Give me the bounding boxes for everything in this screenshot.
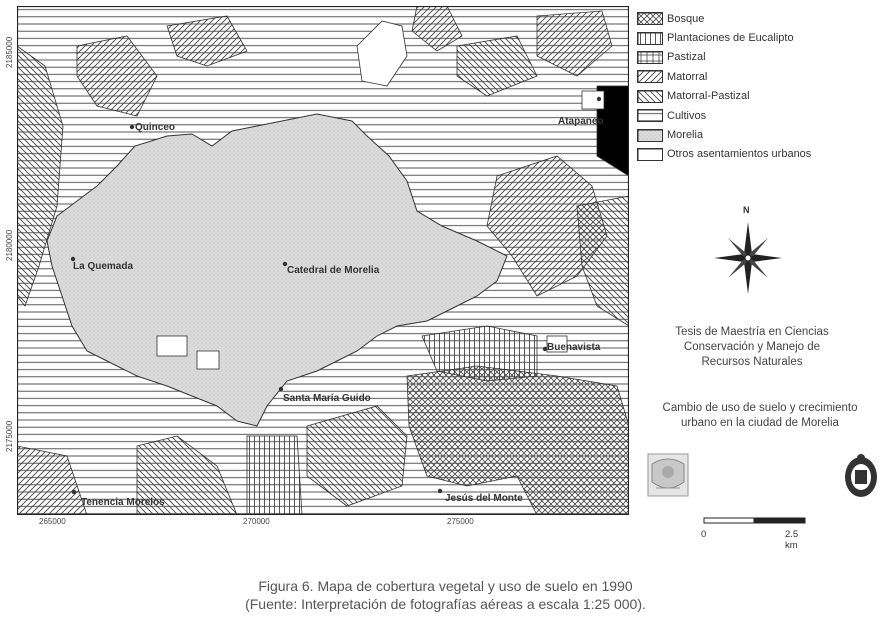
thesis-line: Tesis de Maestría en Ciencias: [675, 326, 829, 338]
eucalipto-swatch: [637, 32, 663, 45]
otros-asentamientos-zone: [157, 336, 187, 356]
legend-item-pastizal: [637, 48, 811, 67]
university-seal-icon: [646, 452, 690, 498]
pastizal-swatch: [637, 51, 663, 64]
scale-end-label: 2.5 km: [785, 529, 799, 551]
legend-item-otros: [637, 145, 811, 164]
thesis-title: [637, 325, 867, 370]
place-label-tenencia: Tenencia Morelos: [81, 497, 165, 508]
legend-label: Matorral: [667, 70, 708, 83]
place-label-buenavista: Buenavista: [547, 342, 601, 353]
land-cover-map[interactable]: [17, 6, 629, 515]
x-coord-label: 270000: [243, 517, 270, 526]
subject-line: Cambio de uso de suelo y crecimiento: [662, 402, 858, 414]
y-coord-label: 2180000: [5, 229, 14, 261]
legend-item-matorral: [637, 67, 811, 86]
thesis-line: Recursos Naturales: [701, 356, 803, 368]
place-marker-buenavista[interactable]: [543, 342, 601, 353]
y-coord-label: 2185000: [5, 36, 14, 68]
legend-item-eucalipto: [637, 28, 811, 47]
otros-swatch: [637, 148, 663, 161]
legend-label: Cultivos: [667, 109, 707, 122]
legend-label: Plantaciones de Eucalipto: [667, 32, 794, 45]
legend-item-cultivos: [637, 106, 811, 125]
place-marker-quinceo[interactable]: [130, 122, 175, 133]
thesis-line: Conservación y Manejo de: [683, 341, 821, 353]
legend: [637, 9, 811, 164]
legend-item-matorral-pastizal: [637, 87, 811, 106]
caption-line: Figura 6. Mapa de cobertura vegetal y uso de suelo en 1990: [258, 578, 633, 594]
y-coord-label: 2175000: [5, 420, 14, 452]
legend-label: Morelia: [667, 129, 704, 142]
place-label-santa-maria: Santa María Guido: [283, 393, 371, 404]
north-label: N: [743, 205, 750, 215]
legend-label: Pastizal: [667, 51, 706, 64]
scale-start-label: 0: [701, 529, 707, 540]
eucalipto-zone: [247, 436, 302, 515]
caption-line: (Fuente: Interpretación de fotografías aéreas a escala 1:25 000).: [245, 596, 646, 612]
place-label-quinceo: Quinceo: [135, 122, 176, 133]
scale-bar-graphic: [703, 517, 807, 525]
otros-asentamientos-zone: [197, 351, 219, 369]
bosque-swatch: [637, 12, 663, 25]
place-label-la-quemada: La Quemada: [73, 261, 134, 272]
figure-caption: [0, 577, 891, 613]
compass-rose-icon: [712, 218, 784, 296]
place-label-catedral: Catedral de Morelia: [287, 265, 380, 276]
place-label-atapaneo: Atapaneo: [558, 116, 604, 127]
matorral-pastizal-swatch: [637, 90, 663, 103]
legend-label: Bosque: [667, 12, 705, 25]
legend-item-morelia: [637, 125, 811, 144]
map-subject: [632, 401, 888, 431]
matorral-swatch: [637, 70, 663, 83]
place-label-jesus-del-monte: Jesús del Monte: [445, 493, 523, 504]
morelia-swatch: [637, 129, 663, 142]
x-coord-label: 275000: [447, 517, 474, 526]
legend-item-bosque: [637, 9, 811, 28]
x-coord-label: 265000: [39, 517, 66, 526]
legend-label: Matorral-Pastizal: [667, 90, 750, 103]
institute-emblem-icon: [842, 452, 880, 500]
cultivos-swatch: [637, 109, 663, 122]
subject-line: urbano en la ciudad de Morelia: [681, 417, 839, 429]
legend-label: Otros asentamientos urbanos: [667, 148, 812, 161]
